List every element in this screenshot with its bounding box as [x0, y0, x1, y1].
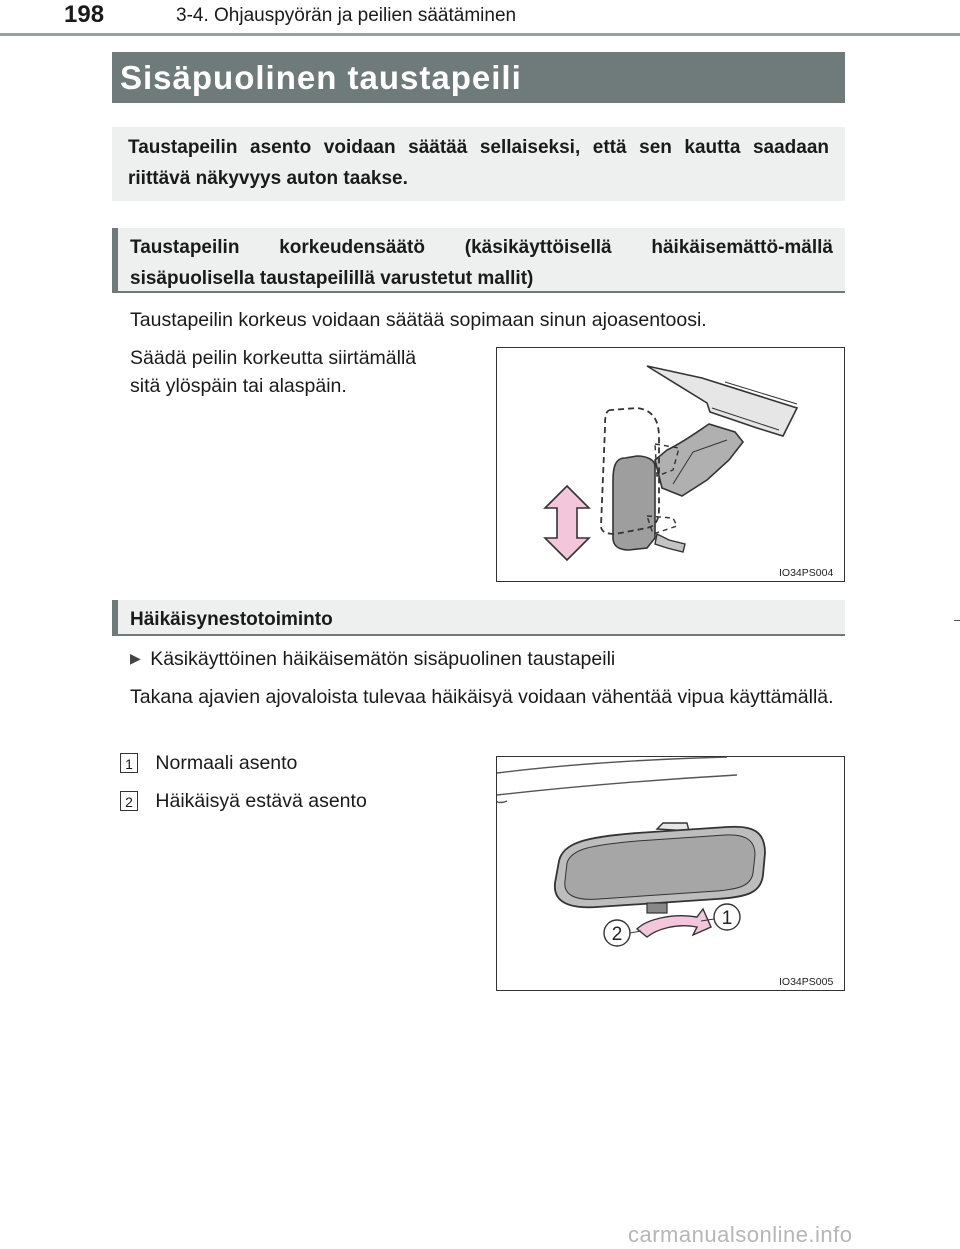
list-item [120, 786, 367, 816]
margin-tick [954, 620, 960, 621]
mirror-lever [655, 534, 685, 552]
windshield-edge [497, 757, 727, 773]
figure-code: IO34PS004 [779, 567, 834, 579]
watermark: carmanualsonline.info [628, 1222, 853, 1247]
intro-box: Taustapeilin asento voidaan säätää sellaiseksi, että sen kautta saadaan riittävä näkyvyys auton taakse. [112, 127, 845, 201]
header-divider [0, 33, 960, 36]
mirror-body [613, 456, 655, 550]
item-label: Normaali asento [155, 752, 298, 774]
item-number-box: 1 [120, 753, 138, 773]
section-heading-anti-glare: Häikäisynestotoiminto [112, 600, 845, 636]
page-number: 198 [64, 1, 105, 28]
callout-1-label: 1 [721, 908, 733, 929]
figure-mirror-height-adjust [496, 347, 845, 582]
mirror-height-illustration [497, 348, 843, 580]
item-label: Häikäisyä estävä asento [155, 790, 367, 812]
item-number-box: 2 [120, 791, 138, 811]
callout-2-label: 2 [611, 924, 623, 945]
windshield-edge [497, 801, 507, 803]
triangle-bullet-icon: ▶ [130, 650, 141, 666]
windshield-edge [497, 775, 737, 795]
height-adjust-description: Taustapeilin korkeus voidaan säätää sopimaan sinun ajoasentoosi. [130, 309, 707, 331]
height-adjust-instruction-line-2: sitä ylöspäin tai alaspäin. [130, 375, 347, 397]
height-adjust-instruction-line-1: Säädä peilin korkeutta siirtämällä [130, 347, 417, 369]
figure-anti-glare-mirror [496, 756, 845, 991]
bullet-item [130, 644, 615, 675]
mirror-stem [655, 424, 743, 496]
anti-glare-illustration [497, 757, 843, 989]
up-down-arrow-icon [545, 486, 589, 560]
figure-code: IO34PS005 [779, 976, 834, 988]
mirror-lever [647, 903, 667, 913]
running-title: 3-4. Ohjauspyörän ja peilien säätäminen [176, 5, 517, 26]
list-item [120, 748, 297, 778]
roof-mount [647, 366, 797, 436]
page-title: Sisäpuolinen taustapeili [112, 52, 845, 103]
section-heading-height-adjust: Taustapeilin korkeudensäätö (käsikäyttöisellä häikäisemättö-mällä sisäpuolisella taustapeilillä varustetut mallit) [112, 228, 845, 293]
bullet-text: Käsikäyttöinen häikäisemätön sisäpuolinen taustapeili [150, 648, 616, 670]
callout-2-leader [630, 931, 641, 933]
anti-glare-description: Takana ajavien ajovaloista tulevaa häikäisyä voidaan vähentää vipua käyttämällä. [130, 686, 834, 708]
